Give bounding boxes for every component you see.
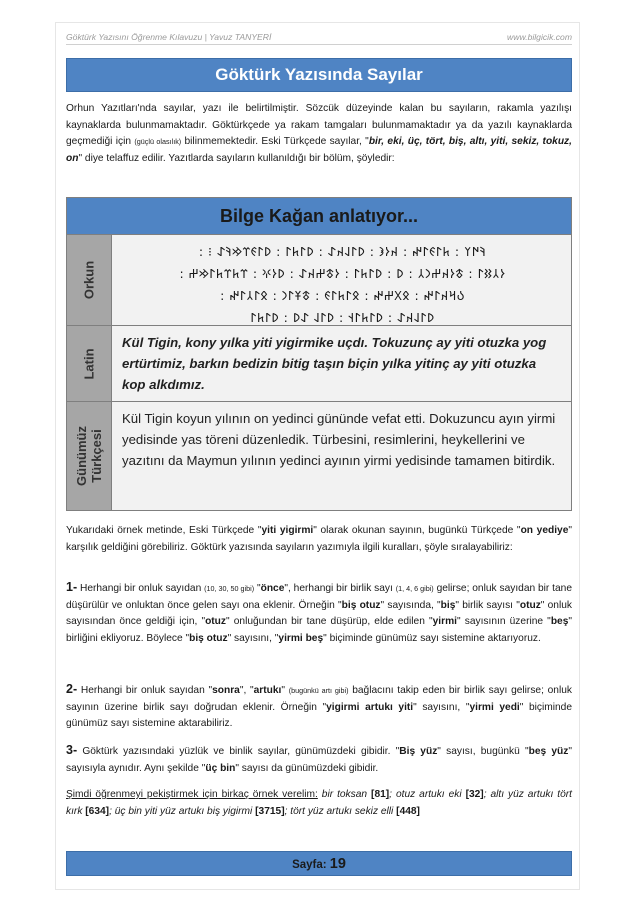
page-title: Göktürk Yazısında Sayılar bbox=[66, 58, 572, 92]
explanation-paragraph: Yukarıdaki örnek metinde, Eski Türkçede "yiti yigirmi" olarak okunan sayının, bugünkü Türkçede "on yediye" karşılık geldiğini görebiliriz. Göktürk yazısında sayıların yazımıyla ilgili kuralları, şöyle sıralayabiliriz: bbox=[66, 525, 572, 553]
rule-3: 3- Göktürk yazısındaki yüzlük ve binlik sayılar, günümüzdeki gibidir. "Biş yüz" sayısı, bugünkü "beş yüz" sayısıyla aynıdır. Aynı şekilde "üç bin" sayısı da günümüzdeki gibidir. bbox=[66, 743, 572, 774]
orkun-line: : 𐰆𐰲𐰑𐰃 : 𐱃𐰆𐰴𐰔𐰣𐰲 : 𐰖 : 𐰖𐰃𐱅𐰃 : 𐰆𐱃𐰔𐰴𐰀 : 𐰖𐰆𐰍 : 𐰼𐱅𐰼𐱅𐰃𐰢𐰔 bbox=[179, 266, 506, 281]
inscription-figure bbox=[66, 197, 572, 511]
examples-paragraph: Şimdi öğrenmeyi pekiştirmek için birkaç örnek verelim: bir toksan [81]; otuz artukı eki [32]; altı yüz artukı tört kırk [634]; üç bin yiti yüz artukı biş yigirmi [3715]; tört yüz artukı sekiz elli [448] bbox=[66, 789, 572, 817]
latin-label-cell bbox=[67, 326, 112, 401]
modern-label-cell bbox=[67, 402, 112, 510]
rule-number: 2- bbox=[66, 682, 78, 696]
header-book-title: Göktürk Yazısını Öğrenme Kılavuzu | Yavuz TANYERİ bbox=[66, 32, 272, 42]
orkun-row bbox=[67, 234, 571, 325]
modern-label: Günümüz Türkçesi bbox=[74, 426, 104, 486]
page-label: Sayfa: bbox=[292, 859, 330, 871]
orkun-label: Orkun bbox=[81, 260, 97, 300]
latin-text: Kül Tigin, kony yılka yiti yigirmike uçdı. Tokuzunç ay yiti otuzka yog ertürtimiz, barkın bedizin bitig taşın biçin yılka yitinç ay yiti otuzka kop alkdımız. bbox=[112, 326, 571, 401]
page-number-footer bbox=[66, 851, 572, 876]
modern-row bbox=[67, 401, 571, 510]
running-header bbox=[66, 31, 572, 45]
latin-label: Latin bbox=[81, 347, 97, 380]
latin-row bbox=[67, 325, 571, 401]
header-website[interactable]: www.bilgicik.com bbox=[507, 32, 572, 42]
orkun-label-cell bbox=[67, 235, 112, 325]
orkun-line: 𐰖𐰃𐰞𐰴𐰀 : 𐰖𐰃𐱅𐰃𐰭 : 𐰖𐰃𐰞 𐰀𐰖 : 𐰖𐰃𐱅𐰃 bbox=[250, 310, 435, 325]
rule-number: 1- bbox=[66, 580, 78, 594]
orkun-text bbox=[112, 235, 571, 325]
rule-2: 2- Herhangi bir onluk sayıdan "sonra", "artukı" (bugünkü artı gibi) bağlacını takip eden bir birlik sayı gelirse; onluk sayının üzerine birlik sayı doğrudan eklenir. Örneğin "yigirmi artukı yiti" sayısını, "yirmi yedi" biçiminde günümüz sayı sistemine aktarabiliriz. bbox=[66, 682, 572, 730]
page-number: 19 bbox=[329, 856, 346, 872]
intro-paragraph: Orhun Yazıtları'nda sayılar, yazı ile belirtilmiştir. Sözcük düzeyinde kalan bu sayıların, rakamla yazılışı kaynaklarda bulunmamaktadır. Göktürkçede ya rakam tamgaları bulunmamaktadır ya da yazılı kaynaklarda geçmediği için (güçlü olasılık) bilinmemektedir. Eski Türkçede sayılar, "bir, eki, üç, tört, biş, altı, yiti, sekiz, tokuz, on" diye telaffuz edilir. Yazıtlarda sayıların kullanıldığı bir bölüm, şöyledir: bbox=[66, 103, 572, 164]
number-list: bir, eki, üç, tört, biş, altı, yiti, sekiz, tokuz, on bbox=[66, 136, 572, 164]
rule-1: 1- Herhangi bir onluk sayıdan (10, 30, 50 gibi) "önce", herhangi bir birlik sayı (1, 4, 6 gibi) gelirse; onluk sayıdan bir tane düşürülür ve onluktan önce gelen sayı ona eklenir. Örneğin "biş otuz" sayısında, "biş" birlik sayısı "otuz" onluk sayısından önce geldiği için, "otuz" onluğundan bir tane düşürüp, elde edilen "yirmi" sayısının üzerine "beş" birliğini ekliyoruz. Böylece "biş otuz" sayısını, "yirmi beş" biçiminde günümüz sayı sistemine aktarıyoruz. bbox=[66, 580, 573, 644]
modern-text: Kül Tigin koyun yılının on yedinci gününde vefat etti. Dokuzuncu ayın yirmi yedisinde yas töreni düzenledik. Türbesini, resimlerini, heykellerini ve yazıtını da Maymun yılının yedinci ayının yirmi yedisinde tamamen bitirdik. bbox=[112, 402, 571, 510]
rule-number: 3- bbox=[66, 743, 78, 757]
orkun-line: : 𐰉𐰺𐰴𐰃𐰤 : 𐰋𐰓𐰔𐰤 : 𐰋𐰃𐱅𐰃𐰏 : 𐱃𐱁𐰃𐰣 : 𐰋𐰃𐰲𐰃𐰤 bbox=[220, 288, 465, 303]
orkun-line: : ⁝ 𐰚𐰇𐰠 : 𐱅𐰃𐰏𐰃𐰤 : 𐰴𐰆𐰪 : 𐰖𐰃𐰞𐰴𐰀 : 𐰖𐰃𐱅𐰃 : 𐰖𐰃𐰏𐰼𐰢𐰚𐰀 bbox=[198, 244, 487, 259]
figure-title: Bilge Kağan anlatıyor... bbox=[67, 198, 571, 234]
